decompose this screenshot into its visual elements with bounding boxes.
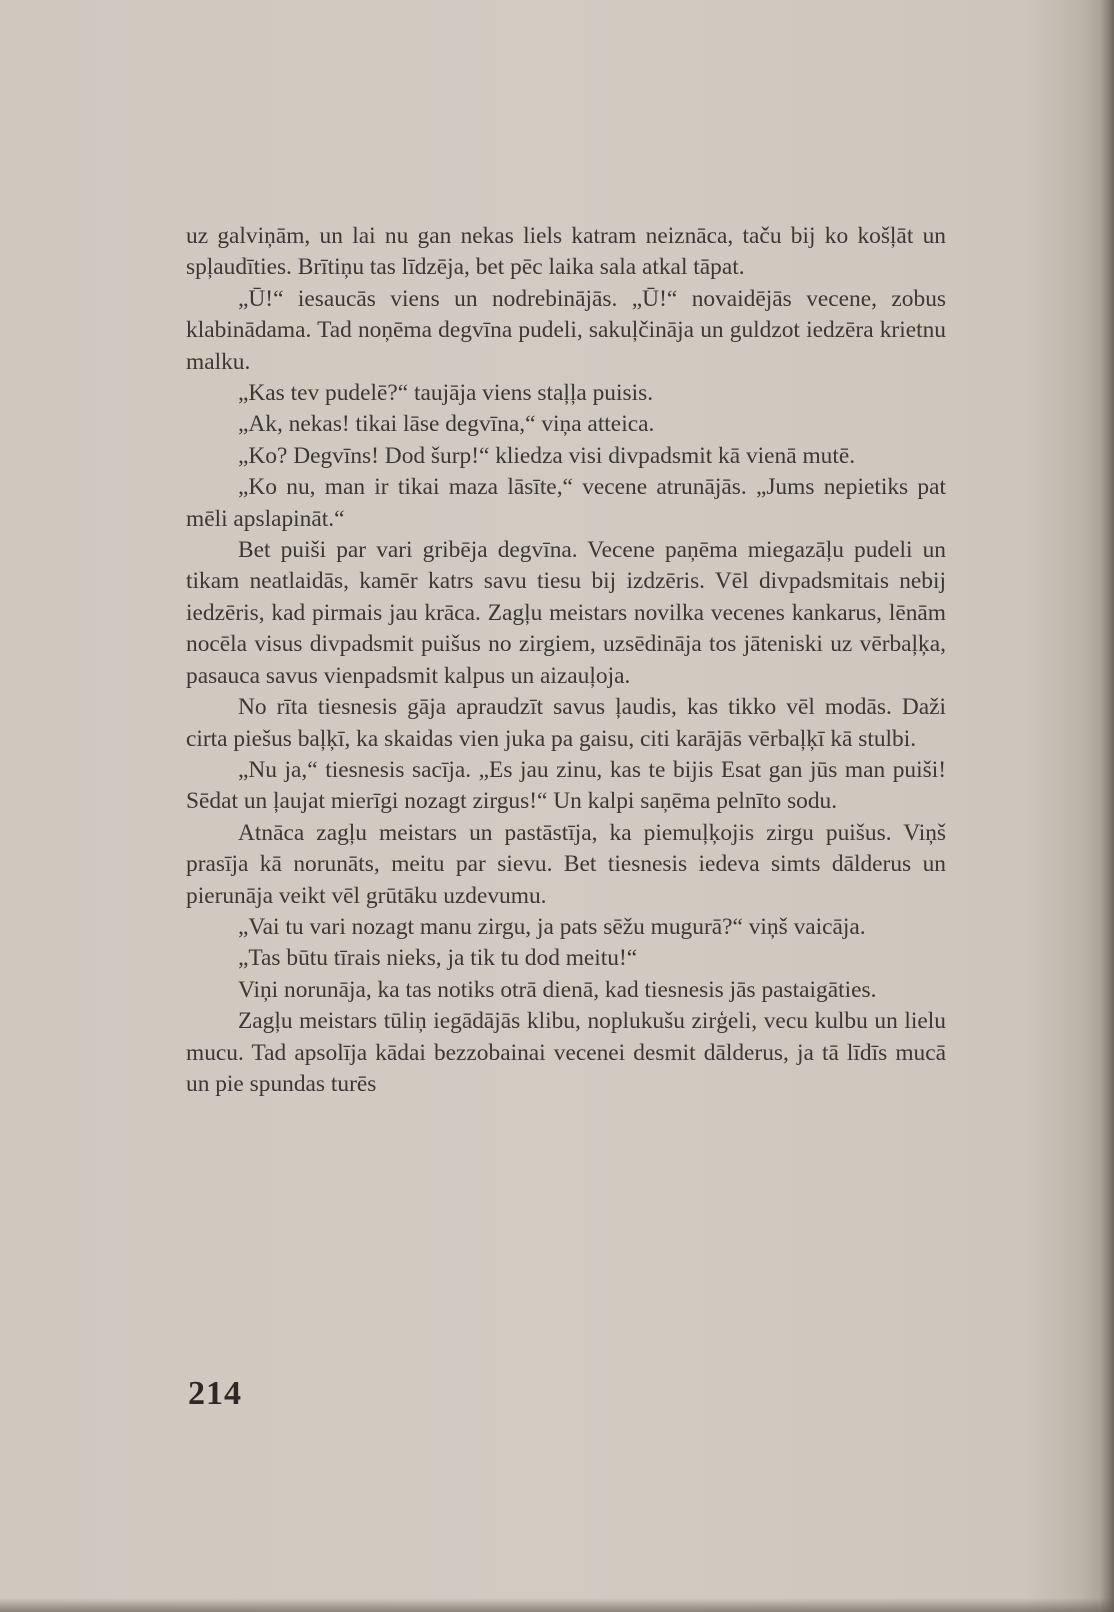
paragraph: „Ak, nekas! tikai lāse degvīna,“ viņa atteica. bbox=[238, 411, 655, 438]
paragraph: „Ko nu, man ir tikai maza lāsīte,“ vecene atrunājās. „Jums nepietiks pat mēli apslapināt.“ bbox=[186, 474, 946, 532]
paragraph: „Vai tu vari nozagt manu zirgu, ja pats sēžu mugurā?“ viņš vaicāja. bbox=[238, 913, 866, 940]
book-spine-shadow bbox=[1098, 0, 1114, 1612]
paragraph: Bet puiši par vari gribēja degvīna. Vecene paņēma miegazāļu pudeli un tikam neatlaidās, kamēr katrs savu tiesu bij izdzēris. Vēl divpadsmitais nebij iedzēris, kad pirmais jau krāca. Zagļu meistars novilka vecenes kankarus, lēnām nocēla visus divpadsmit puišus no zirgiem, uzsēdināja tos jāteniski uz vērbaļķa, pasauca savus vienpadsmit kalpus un aizauļoja. bbox=[186, 537, 946, 689]
paragraph: „Nu ja,“ tiesnesis sacīja. „Es jau zinu, kas te bijis Esat gan jūs man puiši! Sēdat un ļaujat mierīgi nozagt zirgus!“ Un kalpi saņēma pelnīto sodu. bbox=[186, 756, 946, 815]
paragraph: „Ū!“ iesaucās viens un nodrebinājās. „Ū!“ novaidējās vecene, zobus klabinādama. Tad noņēma degvīna pudeli, sakuļčināja un guldzot iedzēra krietnu malku. bbox=[186, 285, 946, 375]
paragraph: Viņi norunāja, ka tas notiks otrā dienā, kad tiesnesis jās pastaigāties. bbox=[238, 976, 877, 1003]
paragraph: uz galviņām, un lai nu gan nekas liels katram neiznāca, taču bij ko košļāt un spļaudīties. Brītiņu tas līdzēja, bet pēc laika sala atkal tāpat. bbox=[186, 223, 946, 281]
body-text bbox=[186, 221, 946, 1100]
paragraph: No rīta tiesnesis gāja apraudzīt savus ļaudis, kas tikko vēl modās. Daži cirta piešus baļķī, ka skaidas vien juka pa gaisu, citi karājās vērbaļķī kā stulbi. bbox=[186, 694, 946, 752]
paragraph: Atnāca zagļu meistars un pastāstīja, ka piemuļķojis zirgu puišus. Viņš prasīja kā norunāts, meitu par sievu. Bet tiesnesis iedeva simts dālderus un pierunāja veikt vēl grūtāku uzdevumu. bbox=[186, 819, 946, 909]
paragraph: „Ko? Degvīns! Dod šurp!“ kliedza visi divpadsmit kā vienā mutē. bbox=[238, 442, 856, 469]
page-number: 214 bbox=[188, 1375, 242, 1412]
paragraph: Zagļu meistars tūliņ iegādājās klibu, noplukušu zirģeli, vecu kulbu un lielu mucu. Tad apsolīja kādai bezzobainai vecenei desmit dālderus, ja tā līdīs mucā un pie spundas turēs bbox=[186, 1008, 946, 1097]
paragraph: „Kas tev pudelē?“ taujāja viens staļļa puisis. bbox=[238, 380, 654, 407]
paragraph: „Tas būtu tīrais nieks, ja tik tu dod meitu!“ bbox=[238, 945, 638, 972]
